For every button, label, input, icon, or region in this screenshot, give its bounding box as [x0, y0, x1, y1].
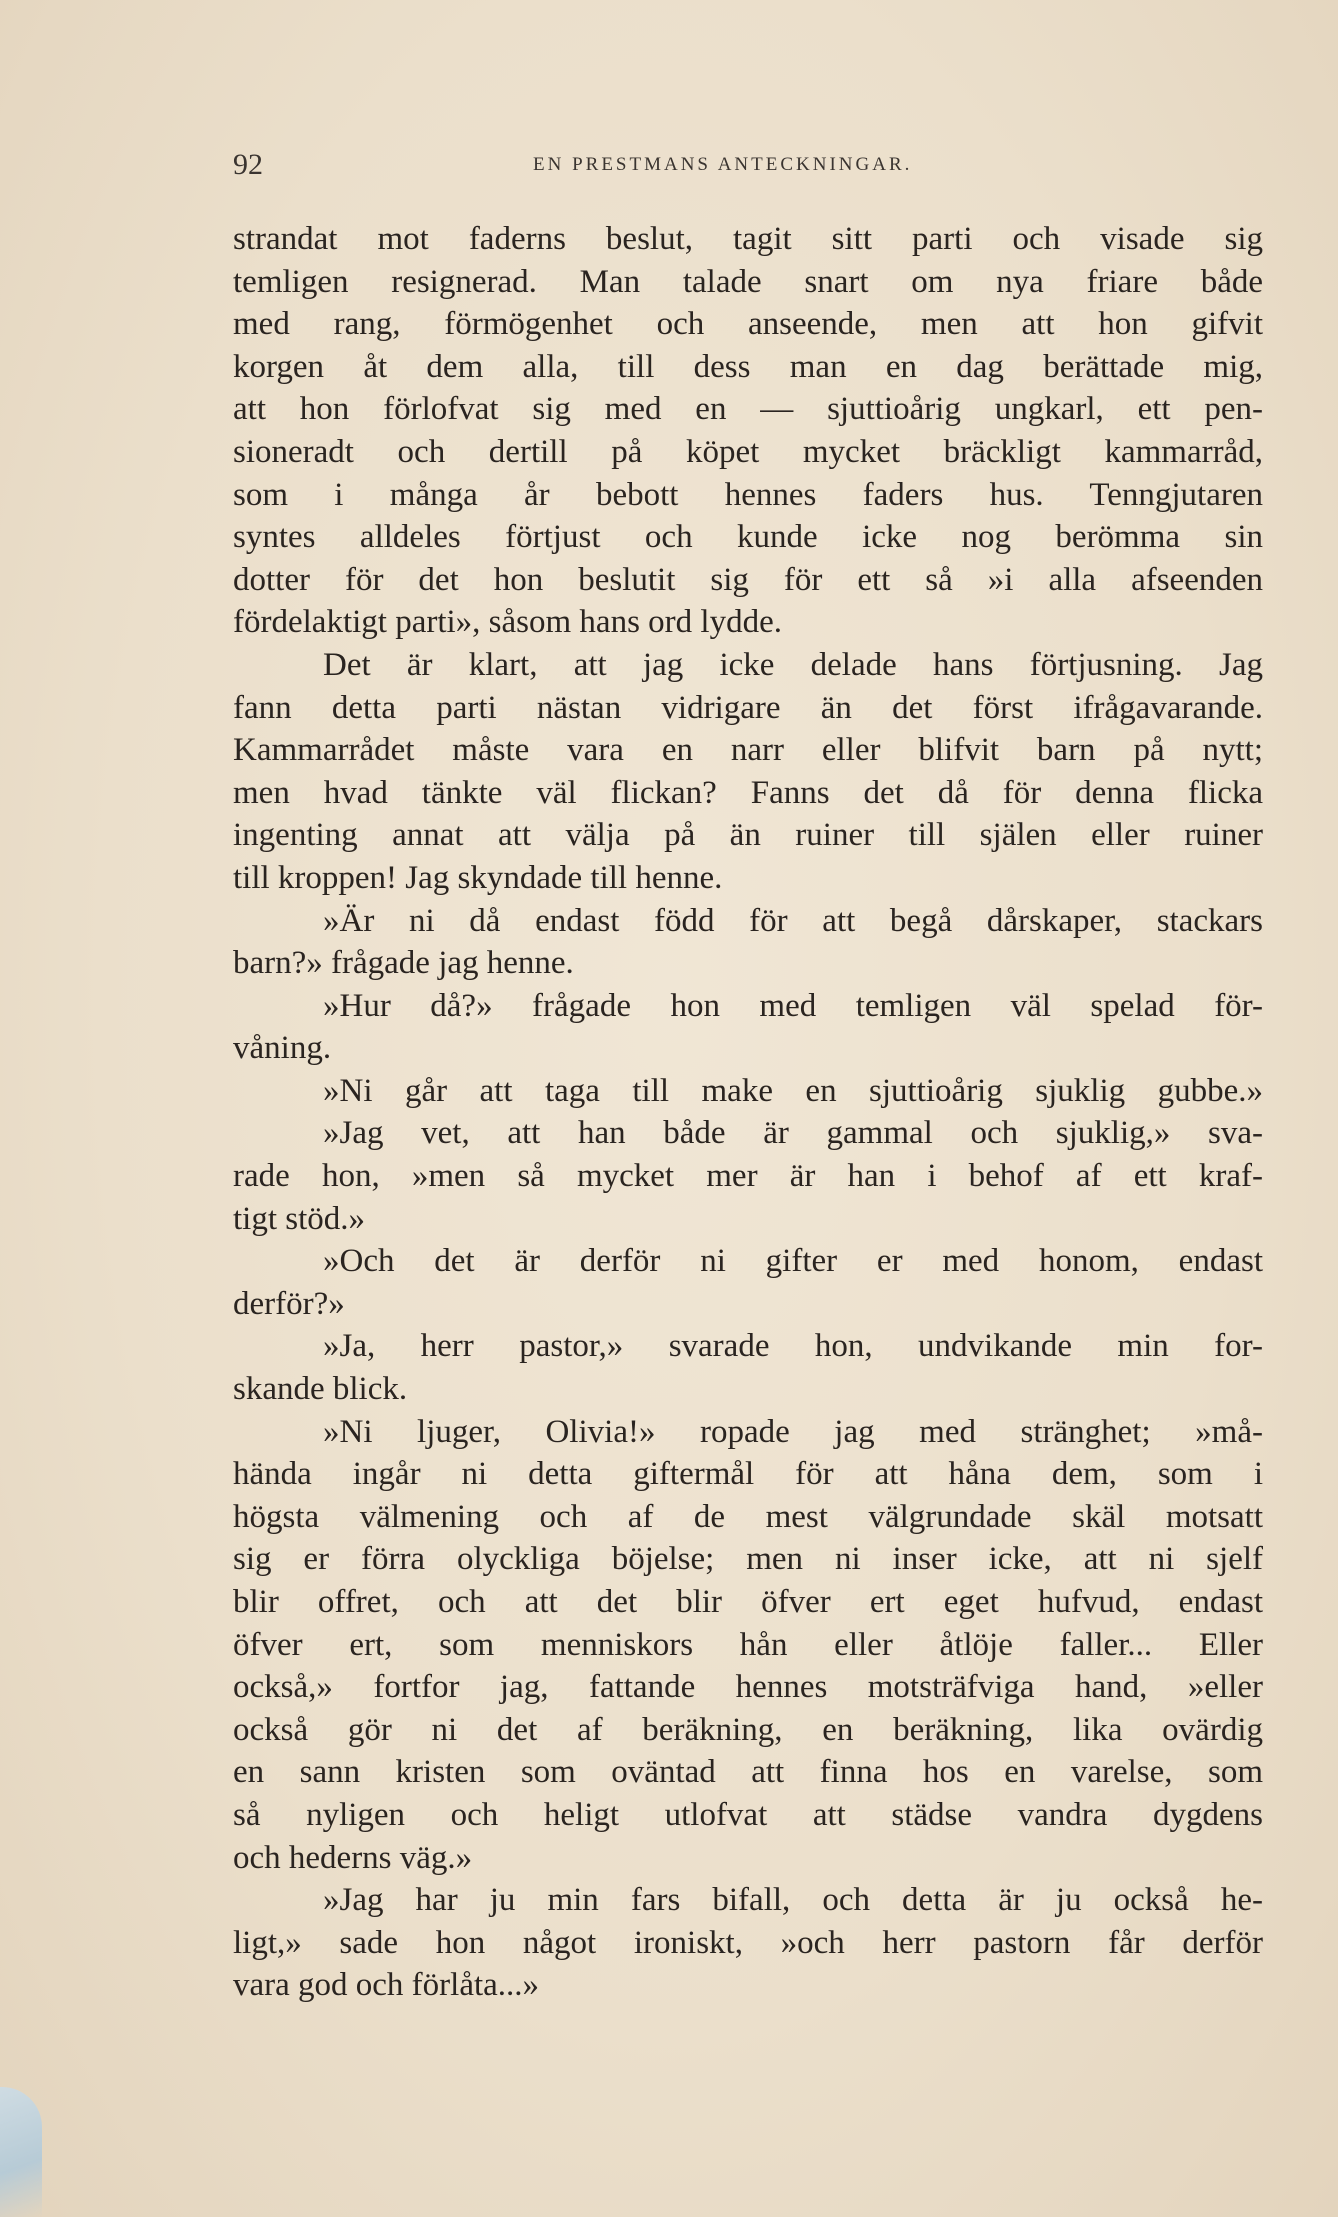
text-line: ingenting annat att välja på än ruiner till själen eller ruiner [233, 817, 1263, 854]
text-line: »Och det är derför ni gifter er med honom, endast [323, 1243, 1263, 1280]
text-line: derför?» [233, 1285, 345, 1322]
text-line: högsta välmening och af de mest välgrundade skäl motsatt [233, 1498, 1263, 1535]
page-header [233, 148, 1193, 188]
text-line: sig er förra olyckliga böjelse; men ni inser icke, att ni sjelf [233, 1541, 1263, 1578]
body-text [233, 218, 1263, 2007]
text-line: dotter för det hon beslutit sig för ett så »i alla afseenden [233, 561, 1263, 598]
text-line: Det är klart, att jag icke delade hans förtjusning. Jag [323, 646, 1263, 683]
text-line: strandat mot faderns beslut, tagit sitt parti och visade sig [233, 221, 1263, 257]
text-line: syntes alldeles förtjust och kunde icke nog berömma sin [233, 519, 1263, 556]
text-line: rade hon, »men så mycket mer är han i behof af ett kraf- [233, 1158, 1263, 1195]
text-line: vara god och förlåta...» [233, 1967, 540, 2004]
text-line: ligt,» sade hon något ironiskt, »och herr pastorn får derför [233, 1924, 1263, 1961]
text-line: blir offret, och att det blir öfver ert eget hufvud, endast [233, 1584, 1263, 1620]
text-line: »Jag har ju min fars bifall, och detta är ju också he- [323, 1882, 1263, 1919]
text-line: hända ingår ni detta giftermål för att håna dem, som i [233, 1456, 1263, 1493]
page-number: 92 [233, 148, 263, 181]
text-line: »Är ni då endast född för att begå dårskaper, stackars [323, 902, 1263, 939]
text-line: sioneradt och dertill på köpet mycket bräckligt kammarråd, [233, 433, 1263, 470]
text-line: »Ni ljuger, Olivia!» ropade jag med stränghet; »må- [323, 1413, 1263, 1450]
text-line: Kammarrådet måste vara en narr eller blifvit barn på nytt; [233, 732, 1263, 769]
text-line: att hon förlofvat sig med en — sjuttioårig ungkarl, ett pen- [233, 391, 1263, 428]
text-line: så nyligen och heligt utlofvat att städse vandra dygdens [233, 1796, 1263, 1833]
text-line: tigt stöd.» [233, 1200, 366, 1237]
text-line: med rang, förmögenhet och anseende, men att hon gifvit [233, 306, 1263, 343]
text-line: till kroppen! Jag skyndade till henne. [233, 859, 723, 896]
text-line: som i många år bebott hennes faders hus. Tenngjutaren [233, 476, 1263, 513]
text-line: fann detta parti nästan vidrigare än det först ifrågavarande. [233, 689, 1263, 726]
text-line: barn?» frågade jag henne. [233, 945, 574, 982]
text-line: också,» fortfor jag, fattande hennes motsträfviga hand, »eller [233, 1669, 1263, 1706]
text-line: »Ja, herr pastor,» svarade hon, undvikande min for- [323, 1328, 1263, 1365]
text-line: våning. [233, 1030, 332, 1067]
text-line: »Ni går att taga till make en sjuttioårig sjuklig gubbe.» [323, 1072, 1263, 1109]
page-edge-shadow [0, 2087, 42, 2217]
running-head: EN PRESTMANS ANTECKNINGAR. [533, 154, 913, 175]
text-line: också gör ni det af beräkning, en beräkning, lika ovärdig [233, 1711, 1263, 1748]
text-line: »Hur då?» frågade hon med temligen väl spelad för- [323, 987, 1263, 1024]
text-line: en sann kristen som oväntad att finna hos en varelse, som [233, 1754, 1263, 1791]
text-line: skande blick. [233, 1371, 408, 1408]
text-line: och hederns väg.» [233, 1839, 473, 1876]
text-line: fördelaktigt parti», såsom hans ord lydde. [233, 604, 782, 641]
text-line: öfver ert, som menniskors hån eller åtlöje faller... Eller [233, 1626, 1263, 1663]
text-line: men hvad tänkte väl flickan? Fanns det då för denna flicka [233, 774, 1263, 811]
text-line: »Jag vet, att han både är gammal och sjuklig,» sva- [323, 1115, 1263, 1152]
text-line: temligen resignerad. Man talade snart om nya friare både [233, 263, 1263, 300]
text-line: korgen åt dem alla, till dess man en dag berättade mig, [233, 348, 1263, 385]
